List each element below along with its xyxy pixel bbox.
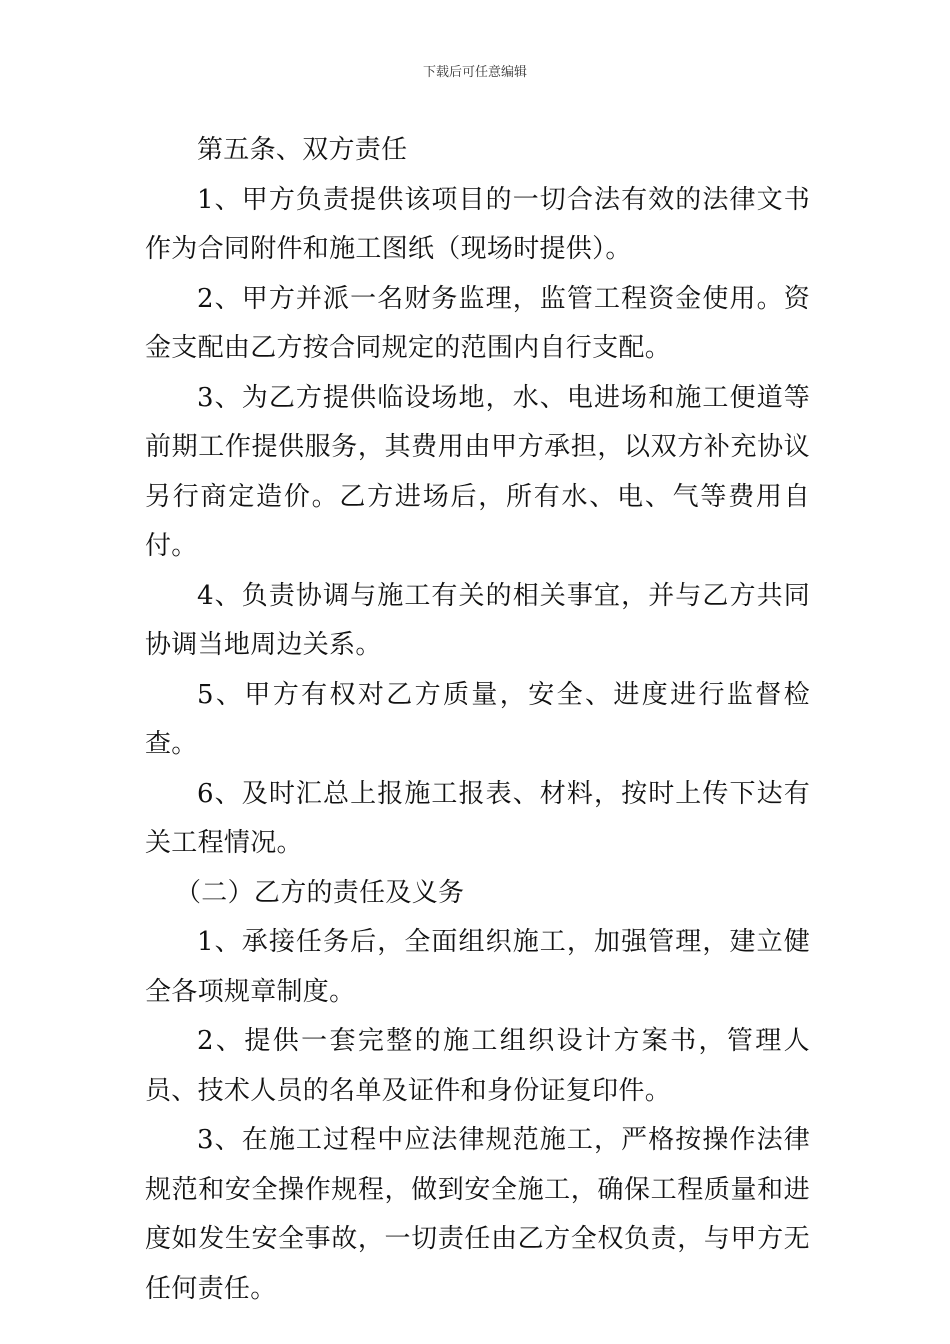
clause-party-a-2: 2、甲方并派一名财务监理，监管工程资金使用。资金支配由乙方按合同规定的范围内自行支配。 bbox=[145, 283, 810, 363]
clause-party-b-1: 1、承接任务后，全面组织施工，加强管理，建立健全各项规章制度。 bbox=[145, 927, 810, 1007]
article-heading: 第五条、双方责任 bbox=[197, 135, 408, 165]
clause-party-b-2: 2、提供一套完整的施工组织设计方案书，管理人员、技术人员的名单及证件和身份证复印件。 bbox=[145, 1026, 810, 1106]
page-header-note: 下载后可任意编辑 bbox=[422, 65, 527, 80]
clause-party-b-3: 3、在施工过程中应法律规范施工，严格按操作法律规范和安全操作规程，做到安全施工，确保工程质量和进度如发生安全事故，一切责任由乙方全权负责，与甲方无任何责任。 bbox=[145, 1125, 810, 1304]
clause-party-a-1: 1、甲方负责提供该项目的一切合法有效的法律文书作为合同附件和施工图纸（现场时提供）。 bbox=[145, 184, 810, 264]
clause-party-a-5: 5、甲方有权对乙方质量，安全、进度进行监督检查。 bbox=[145, 679, 810, 759]
clause-party-a-3: 3、为乙方提供临设场地，水、电进场和施工便道等前期工作提供服务，其费用由甲方承担，以双方补充协议另行商定造价。乙方进场后，所有水、电、气等费用自付。 bbox=[145, 382, 810, 561]
document-body bbox=[145, 126, 810, 1314]
section-heading-party-b: （二）乙方的责任及义务 bbox=[175, 877, 465, 908]
clause-party-a-6: 6、及时汇总上报施工报表、材料，按时上传下达有关工程情况。 bbox=[145, 778, 810, 858]
clause-party-a-4: 4、负责协调与施工有关的相关事宜，并与乙方共同协调当地周边关系。 bbox=[145, 580, 810, 660]
